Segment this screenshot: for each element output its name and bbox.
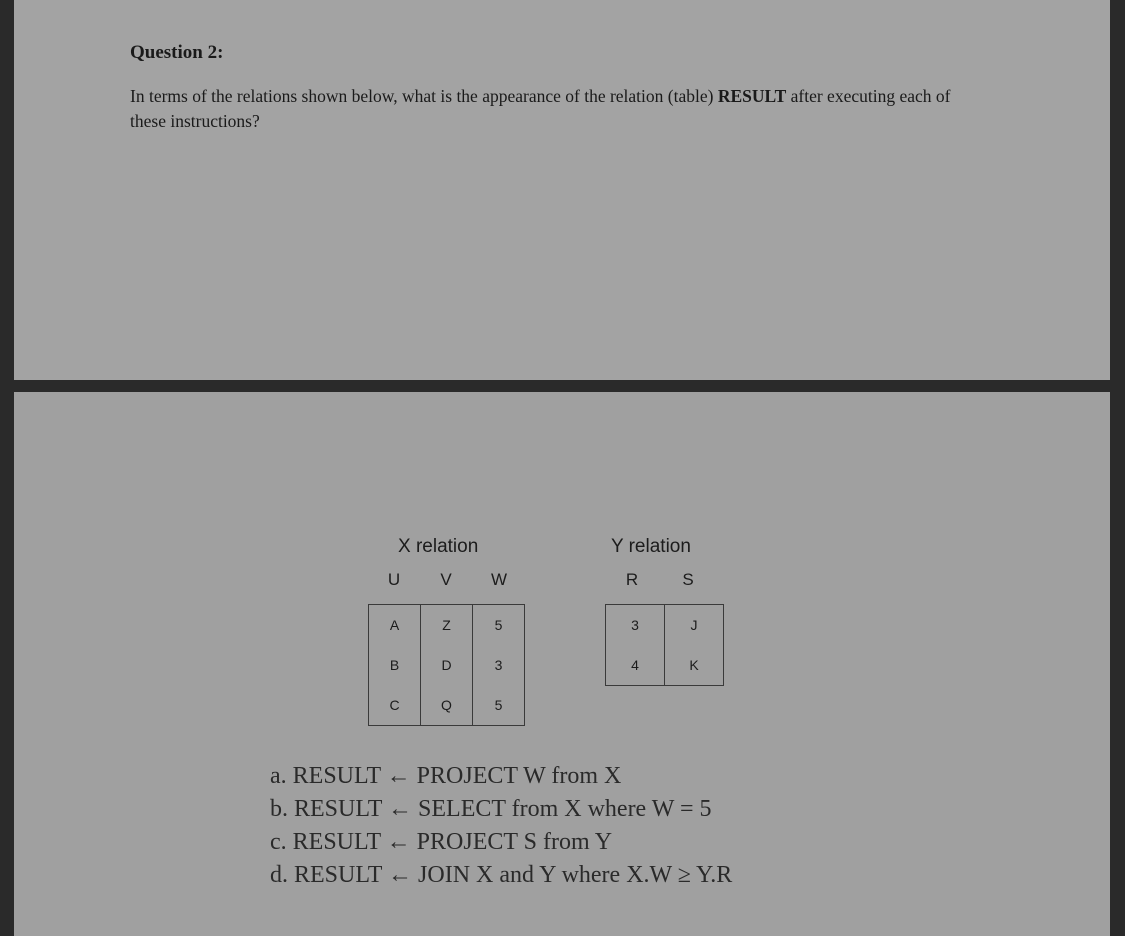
question-title: Question 2: [130, 42, 224, 63]
instruction-list [270, 760, 732, 892]
x-cell: Z [421, 605, 473, 646]
x-col-w: W [490, 570, 508, 589]
table-row [369, 645, 525, 685]
x-col-u: U [387, 570, 401, 589]
table-row [369, 685, 525, 726]
x-cell: D [421, 645, 473, 685]
y-cell: K [665, 645, 724, 686]
instruction-a: a. RESULT ← PROJECT W from X [270, 763, 622, 789]
instruction-b: b. RESULT ← SELECT from X where W = 5 [270, 796, 712, 822]
question-text [130, 84, 970, 134]
question-text-end: after executing each of these instructions? [130, 86, 951, 131]
y-cell: 3 [606, 605, 665, 646]
x-cell: B [369, 645, 421, 685]
x-relation-title: X relation [398, 536, 479, 557]
x-cell: 5 [473, 685, 525, 726]
y-relation-title: Y relation [611, 536, 691, 557]
x-cell: C [369, 685, 421, 726]
y-col-s: S [682, 570, 694, 589]
x-col-v: V [440, 570, 452, 589]
y-col-r: R [625, 570, 639, 589]
table-row [606, 605, 724, 646]
y-relation-table [605, 604, 724, 686]
table-row [606, 645, 724, 686]
x-relation-table [368, 604, 525, 726]
x-cell: Q [421, 685, 473, 726]
y-cell: 4 [606, 645, 665, 686]
question-text-start: In terms of the relations shown below, what is the appearance of the relation (table) [130, 86, 718, 106]
table-row [369, 605, 525, 646]
x-cell: A [369, 605, 421, 646]
x-cell: 3 [473, 645, 525, 685]
instruction-d: d. RESULT ← JOIN X and Y where X.W ≥ Y.R [270, 862, 733, 888]
y-cell: J [665, 605, 724, 646]
x-cell: 5 [473, 605, 525, 646]
instruction-c: c. RESULT ← PROJECT S from Y [270, 829, 613, 855]
question-text-bold: RESULT [717, 86, 787, 106]
